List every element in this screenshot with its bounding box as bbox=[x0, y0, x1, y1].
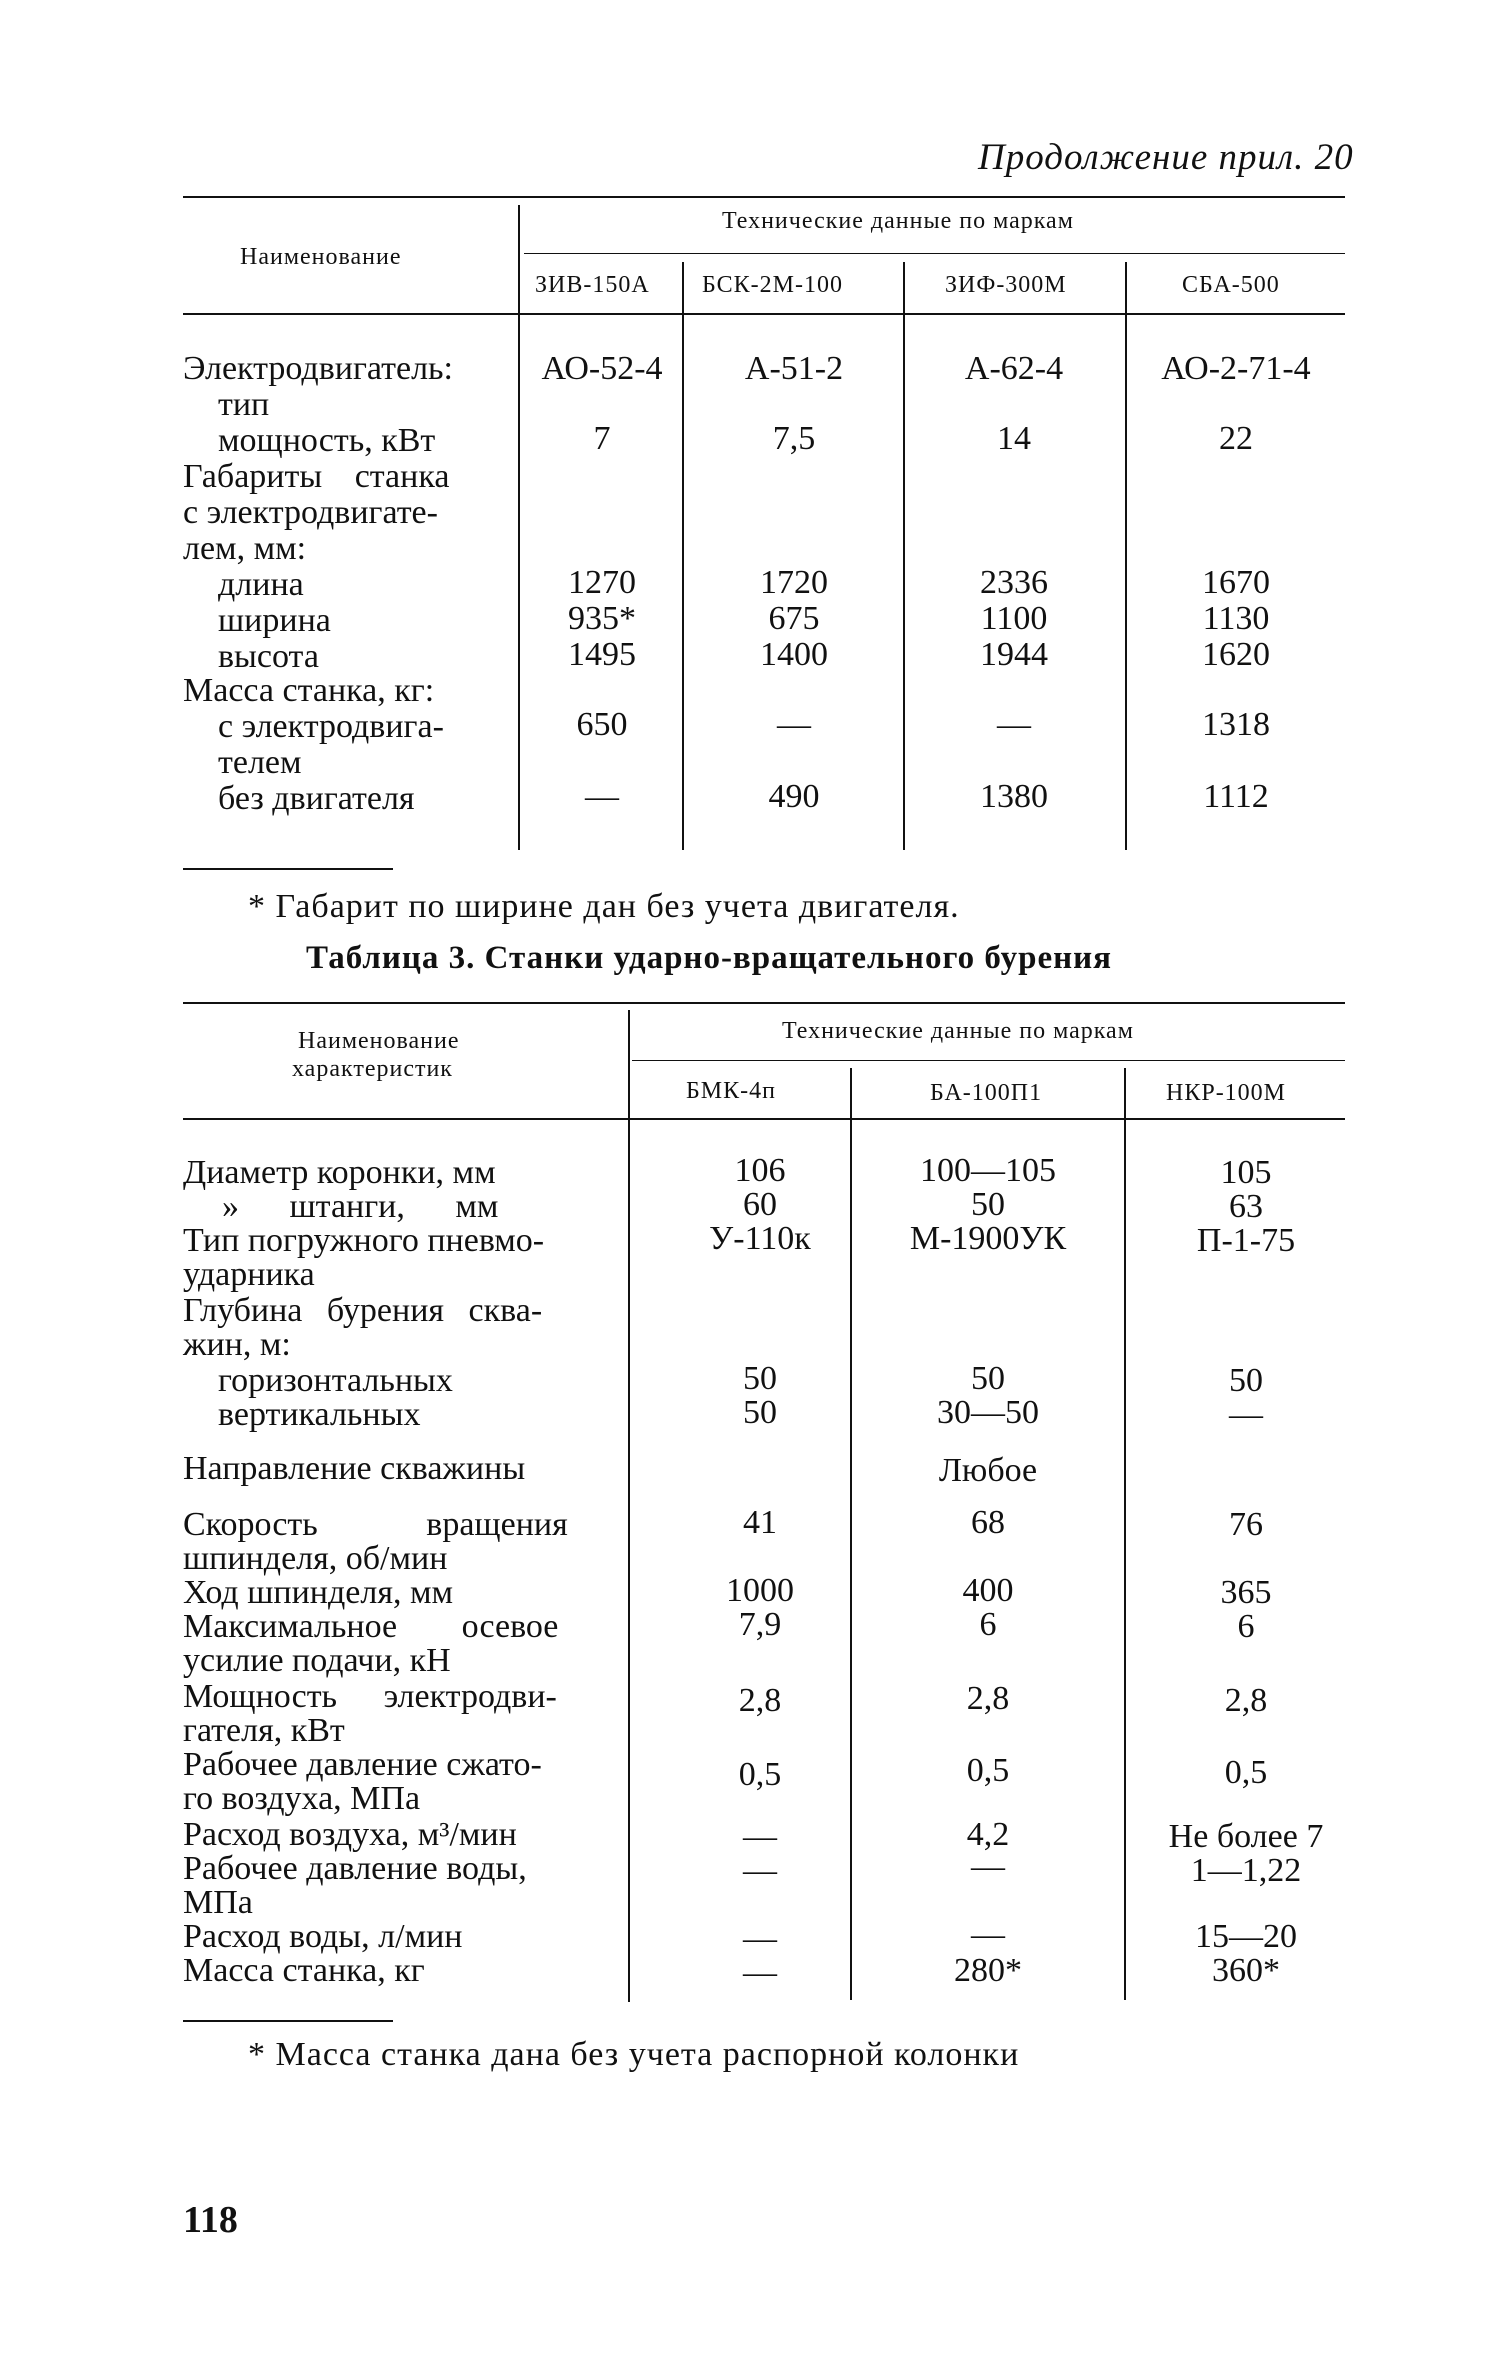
table-row: Масса станка, кг bbox=[183, 1952, 425, 1989]
table-cell: М-1900УК bbox=[909, 1220, 1067, 1257]
table-cell: 63 bbox=[1229, 1188, 1263, 1225]
table-cell: 7 bbox=[593, 420, 611, 457]
table-cell: 1400 bbox=[760, 636, 828, 673]
table-cell: — bbox=[777, 706, 811, 743]
table-row: тип bbox=[218, 386, 270, 423]
table-cell: А-51-2 bbox=[744, 350, 844, 387]
table-cell: 1318 bbox=[1202, 706, 1270, 743]
table-cell: — bbox=[971, 1916, 1005, 1953]
table-row: с электродвига- bbox=[218, 708, 444, 745]
table-cell: 0,5 bbox=[966, 1752, 1010, 1789]
table-cell: 0,5 bbox=[738, 1756, 782, 1793]
table3-title: Таблица 3. Станки ударно-вращательного бурения bbox=[306, 940, 1112, 976]
table-cell: 365 bbox=[1220, 1574, 1272, 1611]
table-row: Рабочее давление воды, bbox=[183, 1850, 527, 1887]
table-cell: Не более 7 bbox=[1168, 1818, 1324, 1855]
table-row: мощность, кВт bbox=[218, 422, 436, 459]
table-cell: 1720 bbox=[760, 564, 828, 601]
table-cell: 7,5 bbox=[772, 420, 816, 457]
table1-col-2: ЗИФ-300М bbox=[945, 272, 1067, 298]
table-cell: 1670 bbox=[1202, 564, 1270, 601]
table-cell: АО-52-4 bbox=[541, 350, 663, 387]
table-cell: 1620 bbox=[1202, 636, 1270, 673]
table-cell: 280* bbox=[954, 1952, 1022, 1989]
table-cell: — bbox=[997, 706, 1031, 743]
table-row: Электродвигатель: bbox=[183, 350, 453, 387]
table-cell: 30—50 bbox=[937, 1394, 1039, 1431]
table-row: Диаметр коронки, мм bbox=[183, 1154, 496, 1191]
table-cell: 100—105 bbox=[920, 1152, 1056, 1189]
table-row: усилие подачи, кН bbox=[183, 1642, 451, 1679]
table1-header-group: Технические данные по маркам bbox=[722, 208, 1074, 234]
table1-col-3: СБА-500 bbox=[1182, 272, 1280, 298]
table3-col-1: БА-100П1 bbox=[930, 1080, 1043, 1106]
table-row: го воздуха, МПа bbox=[183, 1780, 421, 1817]
table3-footnote: * Масса станка дана без учета распорной колонки bbox=[248, 2036, 1020, 2073]
table-cell: 1270 bbox=[568, 564, 636, 601]
table-cell: 50 bbox=[1229, 1362, 1263, 1399]
table3-header-name-2: характеристик bbox=[292, 1056, 453, 1082]
table-row: с электродвигате- bbox=[183, 494, 438, 531]
table-row: Ход шпинделя, мм bbox=[183, 1574, 454, 1611]
table-cell: 7,9 bbox=[738, 1606, 782, 1643]
table-cell: 15—20 bbox=[1195, 1918, 1297, 1955]
table-cell: 360* bbox=[1212, 1952, 1280, 1989]
table-cell: 2336 bbox=[980, 564, 1048, 601]
table-cell: 2,8 bbox=[966, 1680, 1010, 1717]
table-row: вертикальных bbox=[218, 1396, 421, 1433]
table-cell: Любое bbox=[938, 1452, 1038, 1489]
table-cell: 1112 bbox=[1203, 778, 1269, 815]
table-cell: А-62-4 bbox=[964, 350, 1064, 387]
table3-col-0: БМК-4п bbox=[686, 1078, 776, 1104]
table-cell: — bbox=[743, 1954, 777, 1991]
table-cell: 1130 bbox=[1202, 600, 1270, 637]
table-cell: — bbox=[743, 1920, 777, 1957]
table-cell: — bbox=[743, 1852, 777, 1889]
table-row: Расход воды, л/мин bbox=[183, 1918, 463, 1955]
table-cell: 41 bbox=[743, 1504, 777, 1541]
table-row: шпинделя, об/мин bbox=[183, 1540, 448, 1577]
table-cell: 105 bbox=[1220, 1154, 1272, 1191]
table-cell: — bbox=[585, 778, 619, 815]
table-cell: 1100 bbox=[980, 600, 1048, 637]
continuation-label: Продолжение прил. 20 bbox=[978, 137, 1354, 178]
table-cell: 675 bbox=[768, 600, 820, 637]
table-row: Габариты станка bbox=[183, 458, 450, 495]
table1-col-0: ЗИВ-150А bbox=[535, 272, 650, 298]
table-row: лем, мм: bbox=[183, 530, 307, 567]
table-cell: — bbox=[971, 1848, 1005, 1885]
table1-header-name: Наименование bbox=[240, 244, 402, 270]
table-cell: 1495 bbox=[568, 636, 636, 673]
table-cell: 60 bbox=[743, 1186, 777, 1223]
table-cell: 50 bbox=[743, 1394, 777, 1431]
table3-col-2: НКР-100М bbox=[1166, 1080, 1287, 1106]
table-cell: 400 bbox=[962, 1572, 1014, 1609]
table-row: горизонтальных bbox=[218, 1362, 453, 1399]
table-cell: 0,5 bbox=[1224, 1754, 1268, 1791]
table-row: ширина bbox=[218, 602, 331, 639]
table-row: Скорость вращения bbox=[183, 1506, 568, 1543]
table-row: Расход воздуха, м³/мин bbox=[183, 1816, 517, 1853]
table-cell: 2,8 bbox=[1224, 1682, 1268, 1719]
table-row: Направление скважины bbox=[183, 1450, 526, 1487]
table-row: МПа bbox=[183, 1884, 253, 1921]
table1-col-1: БСК-2М-100 bbox=[702, 272, 843, 298]
table-cell: 490 bbox=[768, 778, 820, 815]
table-row: телем bbox=[218, 744, 302, 781]
table-cell: 935* bbox=[568, 600, 636, 637]
table3-header-group: Технические данные по маркам bbox=[782, 1018, 1134, 1044]
table-cell: 1944 bbox=[980, 636, 1048, 673]
table-cell: — bbox=[1229, 1396, 1263, 1433]
table-cell: 106 bbox=[734, 1152, 786, 1189]
table-cell: 50 bbox=[971, 1360, 1005, 1397]
table-row: высота bbox=[218, 638, 319, 675]
table-cell: 50 bbox=[971, 1186, 1005, 1223]
table-row: Тип погружного пневмо- bbox=[183, 1222, 545, 1259]
table-row: Глубина бурения сква- bbox=[183, 1292, 543, 1329]
table-cell: 1380 bbox=[980, 778, 1048, 815]
table-row: Масса станка, кг: bbox=[183, 672, 435, 709]
table-cell: 68 bbox=[971, 1504, 1005, 1541]
page-number: 118 bbox=[183, 2199, 238, 2241]
table-cell: 2,8 bbox=[738, 1682, 782, 1719]
table-row: ударника bbox=[183, 1256, 315, 1293]
table1-footnote: * Габарит по ширине дан без учета двигателя. bbox=[248, 888, 960, 925]
table-cell: 50 bbox=[743, 1360, 777, 1397]
table-cell: 6 bbox=[1237, 1608, 1255, 1645]
table-cell: П-1-75 bbox=[1196, 1222, 1296, 1259]
table-cell: 76 bbox=[1229, 1506, 1263, 1543]
table-row: длина bbox=[218, 566, 304, 603]
table-row: без двигателя bbox=[218, 780, 415, 817]
table-cell: 1000 bbox=[726, 1572, 794, 1609]
table-row: жин, м: bbox=[183, 1326, 291, 1363]
table-cell: 1—1,22 bbox=[1190, 1852, 1302, 1889]
table-row: гателя, кВт bbox=[183, 1712, 345, 1749]
table-cell: АО-2-71-4 bbox=[1161, 350, 1311, 387]
table-cell: — bbox=[743, 1818, 777, 1855]
table-cell: 22 bbox=[1219, 420, 1253, 457]
table-row: Мощность электродви- bbox=[183, 1678, 557, 1715]
table-cell: 650 bbox=[576, 706, 628, 743]
table-row: Рабочее давление сжато- bbox=[183, 1746, 542, 1783]
table-row: » штанги, мм bbox=[222, 1188, 499, 1225]
table3-header-name-1: Наименование bbox=[298, 1028, 460, 1054]
table-cell: У-110к bbox=[709, 1220, 811, 1257]
table-cell: 6 bbox=[979, 1606, 997, 1643]
table-row: Максимальное осевое bbox=[183, 1608, 559, 1645]
table-cell: 14 bbox=[997, 420, 1031, 457]
table-cell: 4,2 bbox=[966, 1816, 1010, 1853]
